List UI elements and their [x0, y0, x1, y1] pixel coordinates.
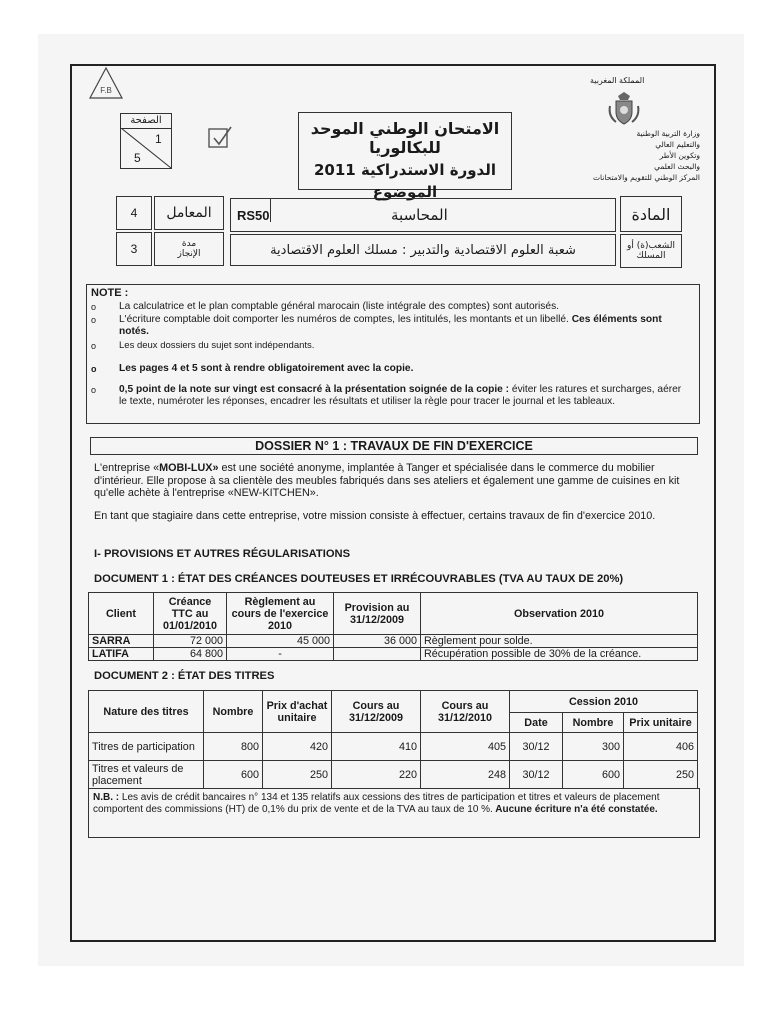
duration-value: 3 — [116, 232, 152, 266]
cell-nature: Titres de participation — [89, 733, 204, 761]
document1-title: DOCUMENT 1 : ÉTAT DES CRÉANCES DOUTEUSES ET IRRÉCOUVRABLES (TVA AU TAUX DE 20%) — [94, 573, 624, 585]
cell-nature: Titres et valeurs de placement — [89, 761, 204, 789]
cell-cession-nombre: 600 — [563, 761, 624, 789]
nb-text: Les avis de crédit bancaires n° 134 et 135 relatifs aux cessions des titres de participation et titres et valeurs de placement comportent des commissions (HT) de 0,1% du prix de vente et de la TVA au taux de 10 %. — [93, 792, 660, 815]
col-cours-2010: Cours au 31/12/2010 — [421, 691, 510, 733]
cell-cours-2009: 220 — [332, 761, 421, 789]
code-divider — [270, 198, 271, 222]
cell-prix-unitaire: 406 — [624, 733, 698, 761]
cell-reglement: - — [227, 648, 334, 661]
cell-nombre: 800 — [204, 733, 263, 761]
duration-label-2: الإنجاز — [177, 249, 201, 259]
col-cession-nombre: Nombre — [563, 713, 624, 733]
page-divider-line — [121, 128, 171, 168]
intro-paragraph — [94, 462, 700, 500]
cell-creance: 64 800 — [154, 648, 227, 661]
note-item-text — [119, 384, 689, 409]
exam-subject-word: الموضوع — [372, 183, 438, 201]
col-date: Date — [510, 713, 563, 733]
cell-cours-2010: 248 — [421, 761, 510, 789]
subject-label: المادة — [620, 196, 682, 232]
cell-observation: Récupération possible de 30% de la créance. — [421, 648, 698, 661]
intro-text: L'entreprise « — [94, 462, 160, 474]
col-cession: Cession 2010 — [510, 691, 698, 713]
table-row — [89, 733, 698, 761]
company-name: MOBI-LUX» — [159, 462, 219, 474]
exam-session: الدورة الاستدراكية 2011 — [313, 161, 497, 179]
ministry-line: والتعليم العالي — [655, 140, 700, 149]
kingdom-label: المملكة المغربية — [590, 76, 645, 85]
note-item-text: La calculatrice et le plan comptable général marocain (liste intégrale des comptes) sont autorisés. — [119, 301, 559, 312]
branch-label-2: المسلك — [636, 251, 666, 261]
subject-code: RS50 — [237, 207, 270, 223]
cell-cours-2009: 410 — [332, 733, 421, 761]
col-prix-unitaire: Prix unitaire — [624, 713, 698, 733]
note-item-text: Les deux dossiers du sujet sont indépendants. — [119, 340, 315, 351]
col-client: Client — [89, 593, 154, 635]
checkbox-icon — [206, 123, 234, 151]
page-total: 5 — [134, 151, 141, 165]
cell-cours-2010: 405 — [421, 733, 510, 761]
table-row — [89, 761, 698, 789]
table-row — [89, 635, 698, 648]
cell-creance: 72 000 — [154, 635, 227, 648]
dossier-title: DOSSIER N° 1 : TRAVAUX DE FIN D'EXERCICE — [90, 437, 698, 455]
col-provision: Provision au 31/12/2009 — [334, 593, 421, 635]
page-number-box — [120, 113, 172, 169]
exam-title: الامتحان الوطني الموحد للبكالوريا — [310, 119, 500, 157]
branch-label-1: الشعب(ة) أو — [627, 241, 675, 251]
bullet: o — [91, 302, 97, 312]
page-current: 1 — [155, 132, 162, 146]
note-item2-bold: Ces éléments sont notés. — [119, 314, 662, 338]
fb-mark: F.B — [100, 86, 112, 95]
note-item5-bold: 0,5 point de la note sur vingt est consacré à la présentation soignée de la copie : — [119, 384, 510, 395]
note-item-text — [119, 314, 689, 339]
cell-nombre: 600 — [204, 761, 263, 789]
nb-bold-text: Aucune écriture n'a été constatée. — [492, 804, 658, 815]
cell-prix: 250 — [263, 761, 332, 789]
cell-observation: Règlement pour solde. — [421, 635, 698, 648]
cell-cession-nombre: 300 — [563, 733, 624, 761]
branch-label — [620, 234, 682, 268]
receivables-table — [88, 592, 698, 661]
cell-provision: 36 000 — [334, 635, 421, 648]
duration-label — [154, 232, 224, 266]
cell-prix-unitaire: 250 — [624, 761, 698, 789]
section-heading: I- PROVISIONS ET AUTRES RÉGULARISATIONS — [94, 548, 351, 560]
cell-prix: 420 — [263, 733, 332, 761]
cell-provision — [334, 648, 421, 661]
table-row — [89, 648, 698, 661]
table-header-row — [89, 691, 698, 713]
note-box — [86, 284, 700, 424]
note-item5-text: éviter les ratures et surcharges, aérer le texte, numéroter les réponses, encadrer les résultats et utiliser la règle pour tracer le journal et les tableaux. — [119, 384, 682, 408]
ministry-line: وتكوين الأطر — [659, 151, 700, 160]
exam-title-box — [298, 112, 512, 201]
coat-of-arms-icon — [604, 88, 644, 128]
bullet: o — [91, 364, 97, 374]
col-reglement: Règlement au cours de l'exercice 2010 — [227, 593, 334, 635]
bullet: o — [91, 341, 97, 351]
ministry-line: المركز الوطني للتقويم والامتحانات — [592, 173, 700, 182]
branch-name: شعبة العلوم الاقتصادية والتدبير : مسلك العلوم الاقتصادية — [230, 234, 616, 266]
ministry-line: والبحث العلمي — [654, 162, 700, 171]
col-observation: Observation 2010 — [421, 593, 698, 635]
coefficient-value: 4 — [116, 196, 152, 230]
cell-date: 30/12 — [510, 733, 563, 761]
cell-reglement: 45 000 — [227, 635, 334, 648]
col-nature: Nature des titres — [89, 691, 204, 733]
ministry-line: وزارة التربية الوطنية — [636, 129, 700, 138]
mission-paragraph: En tant que stagiaire dans cette entreprise, votre mission consiste à effectuer, certains travaux de fin d'exercice 2010. — [94, 510, 656, 522]
col-creance: Créance TTC au 01/01/2010 — [154, 593, 227, 635]
col-nombre: Nombre — [204, 691, 263, 733]
ministry-block — [552, 128, 700, 183]
nb-box — [88, 788, 700, 838]
nb-label: N.B. : — [93, 792, 120, 803]
securities-table — [88, 690, 698, 789]
subject-name: المحاسبة — [391, 206, 448, 224]
bullet: o — [91, 315, 97, 325]
note-heading: NOTE : — [91, 287, 129, 299]
subject-box — [230, 198, 616, 232]
col-cours-2009: Cours au 31/12/2009 — [332, 691, 421, 733]
cell-date: 30/12 — [510, 761, 563, 789]
duration-label-1: مدة — [181, 239, 197, 249]
note-item2-text: L'écriture comptable doit comporter les numéros de comptes, les intitulés, les montants et un libellé. — [119, 314, 569, 325]
cell-client: SARRA — [89, 635, 154, 648]
document2-title: DOCUMENT 2 : ÉTAT DES TITRES — [94, 670, 275, 682]
note-item-text: Les pages 4 et 5 sont à rendre obligatoirement avec la copie. — [119, 363, 414, 374]
table-header-row — [89, 593, 698, 635]
coefficient-label: المعامل — [154, 196, 224, 230]
intro-text: est une société anonyme, implantée à Tanger et spécialisée dans le commerce du mobilier d'intérieur. Elle propose à sa clientèle des meubles fabriqués dans ses ateliers et également une gamme de cuisines en kit qu'elle achète à l'entreprise «NEW-KITCHEN». — [94, 462, 680, 500]
bullet: o — [91, 385, 97, 395]
fb-triangle-icon — [88, 66, 124, 100]
col-prix-achat: Prix d'achat unitaire — [263, 691, 332, 733]
cell-client: LATIFA — [89, 648, 154, 661]
page-label: الصفحة — [121, 114, 171, 129]
